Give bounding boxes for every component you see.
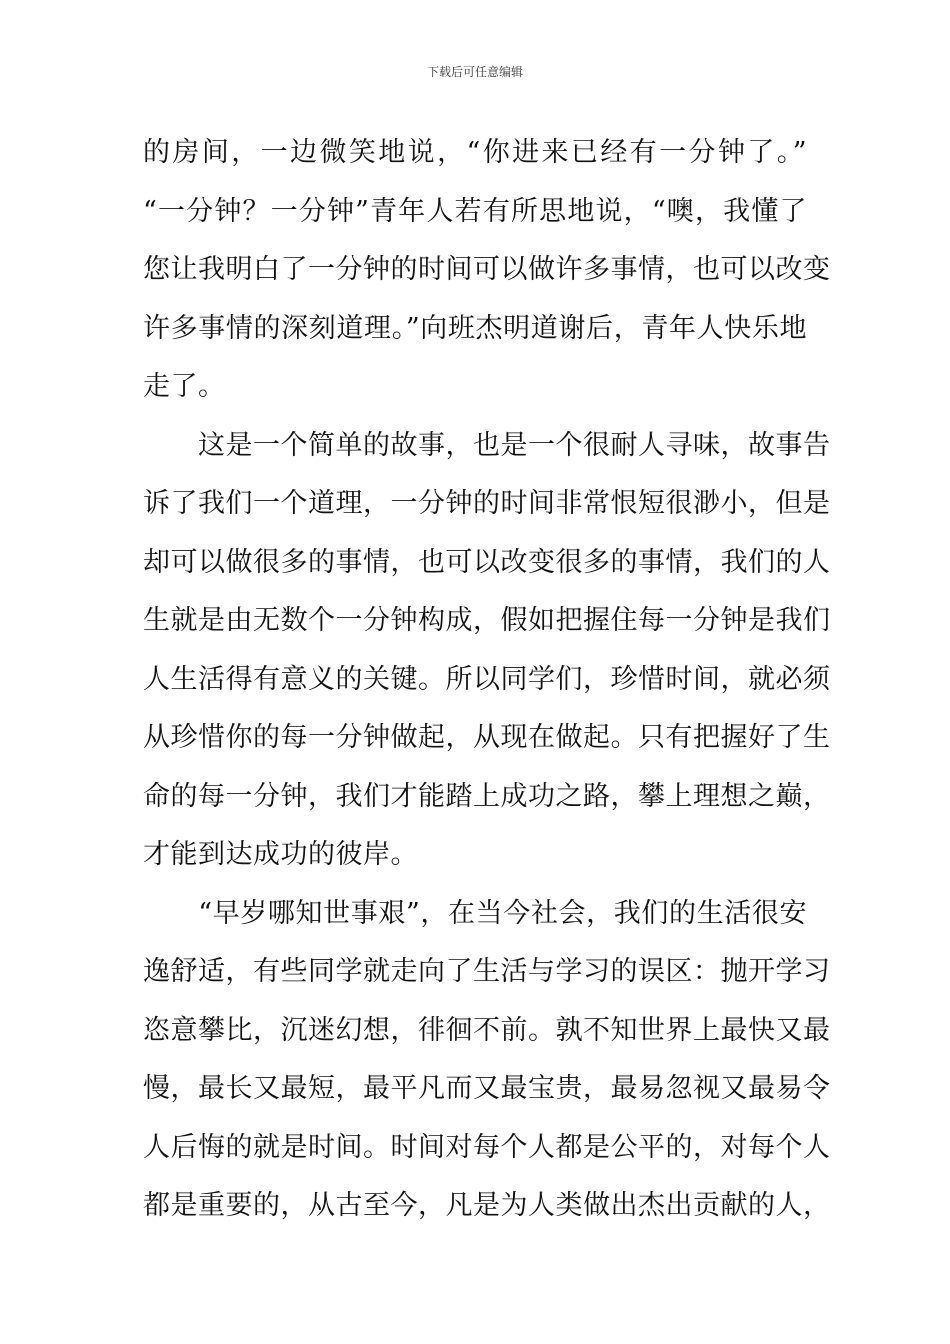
text-line: 才能到达成功的彼岸。 <box>143 839 418 870</box>
text-line: 走了。 <box>143 371 226 402</box>
text-line: “早岁哪知世事艰”，在当今社会，我们的生活很安 <box>143 897 807 929</box>
text-line: 人生活得有意义的关键。所以同学们，珍惜时间，就必须 <box>143 663 831 695</box>
text-line: 人后悔的就是时间。时间对每个人都是公平的，对每个人 <box>143 1131 831 1163</box>
text-line: 从珍惜你的每一分钟做起，从现在做起。只有把握好了生 <box>143 722 831 753</box>
paragraph-2 <box>143 417 831 885</box>
text-line: 逸舒适，有些同学就走向了生活与学习的误区：抛开学习 <box>143 956 831 987</box>
text-line: 许多事情的深刻道理。”向班杰明道谢后，青年人快乐地 <box>143 312 807 344</box>
text-line: 都是重要的，从古至今，凡是为人类做出杰出贡献的人， <box>143 1190 831 1221</box>
text-line: 生就是由无数个一分钟构成，假如把握住每一分钟是我们 <box>143 605 831 636</box>
page-header: 下载后可任意编辑 <box>426 65 523 79</box>
paragraph-1 <box>143 124 831 417</box>
text-line: 命的每一分钟，我们才能踏上成功之路，攀上理想之巅， <box>143 780 831 812</box>
text-line: 慢，最长又最短，最平凡而又最宝贵，最易忽视又最易令 <box>143 1073 831 1104</box>
text-line: 却可以做很多的事情，也可以改变很多的事情，我们的人 <box>143 546 831 578</box>
text-line: 这是一个简单的故事，也是一个很耐人寻味，故事告 <box>143 429 831 461</box>
text-line: 诉了我们一个道理，一分钟的时间非常恨短很渺小，但是 <box>143 488 831 519</box>
text-line: 的房间，一边微笑地说，“你进来已经有一分钟了。” <box>143 137 807 168</box>
text-line: “一分钟？一分钟”青年人若有所思地说，“噢，我懂了 <box>143 195 807 227</box>
text-line: 您让我明白了一分钟的时间可以做许多事情，也可以改变 <box>143 254 831 285</box>
document-body <box>143 124 831 1236</box>
text-line: 恣意攀比，沉迷幻想，徘徊不前。孰不知世界上最快又最 <box>143 1014 831 1046</box>
paragraph-3 <box>143 885 831 1236</box>
